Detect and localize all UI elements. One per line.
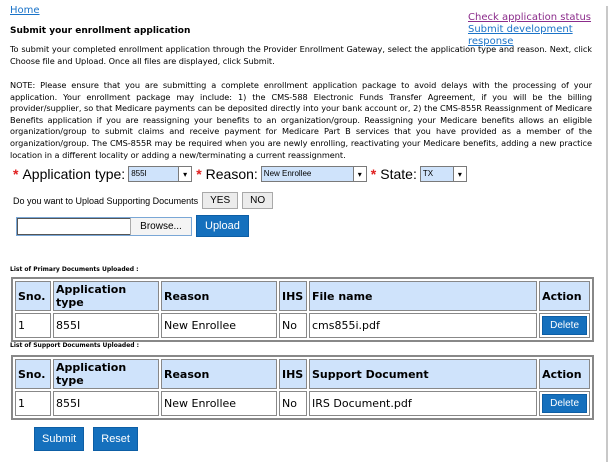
reason-cell: New Enrollee [161,391,277,416]
state-value: TX [422,169,434,178]
application-type-select[interactable] [128,166,192,182]
application-type-cell: 855I [53,313,159,338]
column-header: Support Document [309,359,537,389]
column-header: Reason [161,281,277,311]
column-header: Application type [53,281,159,311]
reset-button[interactable]: Reset [93,427,138,451]
chevron-down-icon[interactable]: ▾ [453,167,466,181]
column-header: Sno. [15,359,51,389]
state-select[interactable] [420,166,467,182]
table-row [15,391,590,416]
application-selection-row [13,166,471,182]
form-actions [34,427,138,451]
application-type-cell: 855I [53,391,159,416]
note-text: NOTE: Please ensure that you are submitting a complete enrollment application package to avoid delays with the processing of your application. Your enrollment package may include: 1) the CMS-588 Electronic Funds Transfer Agreement, if you will be the billing provider/supplier, so that Medicare payments can be deposited directly into your bank account or, 2) the CMS-855R Reassignment of Medicare Benefits application if you are reassigning your benefits to an organization/group. Reassigning your Medicare benefits allows an eligible organization/group to submit claims and receive payment for Medicare Part B services that you have provided as a member of the organization/group. The CMS-855R may be required when you are newly enrolling, reactivating your Medicare benefits, adding a new practice location in a different locality or adding a new/terminating a current reassignment. [10,80,592,160]
home-link[interactable]: Home [10,5,40,16]
instructions-text: To submit your completed enrollment application through the Provider Enrollment Gateway, select the application type and reason. Next, click Choose file and Upload. Once all files are displayed, click Submit. [10,44,592,66]
action-cell [539,313,590,338]
primary-documents-table [11,277,594,342]
delete-button[interactable]: Delete [542,316,587,335]
primary-documents-caption: List of Primary Documents Uploaded : [10,266,139,273]
reason-label: Reason: [205,166,258,182]
upload-supporting-docs-question: Do you want to Upload Supporting Documents [13,195,199,206]
application-type-label: Application type: [22,166,126,182]
support-document-cell: IRS Document.pdf [309,391,537,416]
table-row [15,313,590,338]
application-type-value: 855I [131,169,147,178]
upload-button[interactable]: Upload [196,215,249,237]
check-application-status-link[interactable]: Check application status [468,12,592,23]
upload-supporting-docs-row [13,192,273,209]
reason-select[interactable] [261,166,367,182]
required-marker: * [13,166,19,182]
reason-value: New Enrollee [263,169,312,178]
no-button[interactable]: NO [242,192,273,209]
sno-cell: 1 [15,313,51,338]
chevron-down-icon[interactable]: ▾ [178,167,191,181]
file-input[interactable] [16,217,192,236]
sno-cell: 1 [15,391,51,416]
column-header: Sno. [15,281,51,311]
ihs-cell: No [279,313,307,338]
page-title: Submit your enrollment application [10,26,191,36]
column-header: Application type [53,359,159,389]
column-header: Reason [161,359,277,389]
chevron-down-icon[interactable]: ▾ [353,167,366,181]
column-header: Action [539,359,590,389]
support-documents-caption: List of Support Documents Uploaded : [10,342,140,349]
column-header: File name [309,281,537,311]
required-marker: * [196,166,202,182]
action-cell [539,391,590,416]
delete-button[interactable]: Delete [542,394,587,413]
column-header: IHS [279,281,307,311]
submit-development-response-link[interactable]: Submit development response [468,24,573,47]
ihs-cell: No [279,391,307,416]
table-header-row [15,359,590,389]
column-header: Action [539,281,590,311]
state-label: State: [380,166,417,182]
quick-links [468,12,596,48]
file-upload-row [16,215,249,237]
support-documents-table [11,355,594,420]
browse-button[interactable]: Browse... [130,218,191,235]
yes-button[interactable]: YES [202,192,238,209]
required-marker: * [370,166,377,182]
submit-button[interactable]: Submit [34,427,84,451]
column-header: IHS [279,359,307,389]
page-edge-divider [606,6,608,462]
reason-cell: New Enrollee [161,313,277,338]
table-header-row [15,281,590,311]
file-name-cell: cms855i.pdf [309,313,537,338]
file-path-field[interactable] [17,218,130,235]
